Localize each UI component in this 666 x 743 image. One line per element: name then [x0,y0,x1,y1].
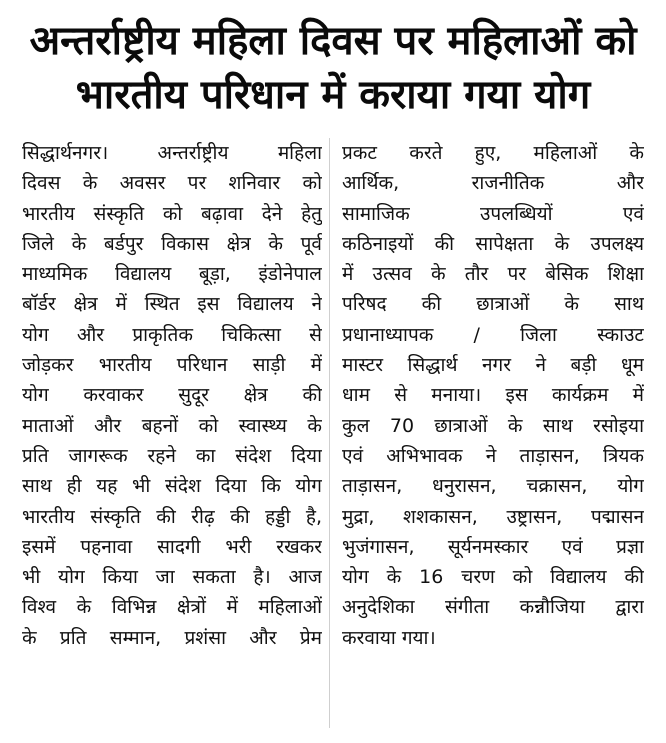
text-line: भी योग किया जा सकता है। आज [22,566,322,589]
text-line: परिषद की छात्राओं के साथ [342,293,644,316]
text-line: के प्रति सम्मान, प्रशंसा और प्रेम [22,626,322,649]
text-line: विश्व के विभिन्न क्षेत्रों में महिलाओं [22,596,322,619]
text-line: कठिनाइयों की सापेक्षता के उपलक्ष्य [342,232,644,255]
text-line: जिले के बर्डपुर विकास क्षेत्र के पूर्व [22,232,322,255]
text-line: में उत्सव के तौर पर बेसिक शिक्षा [342,263,644,286]
text-line: ताड़ासन, धनुरासन, चक्रासन, योग [342,475,644,498]
text-line: अनुदेशिका संगीता कन्नौजिया द्वारा [342,596,644,619]
article-body [0,138,666,738]
right-column [342,138,644,653]
text-line: दिवस के अवसर पर शनिवार को [22,172,322,195]
text-line: योग के 16 चरण को विद्यालय की [342,566,644,589]
headline-line-1: अन्तर्राष्ट्रीय महिला दिवस पर महिलाओं को [29,18,637,64]
text-line: सिद्धार्थनगर। अन्तर्राष्ट्रीय महिला [22,142,322,164]
text-line: भुजंगासन, सूर्यनमस्कार एवं प्रज्ञा [342,535,644,558]
left-column [22,138,322,653]
text-line: माध्यमिक विद्यालय बूड़ा, इंडोनेपाल [22,263,322,286]
text-line: एवं अभिभावक ने ताड़ासन, त्रियक [342,444,644,467]
text-line: बॉर्डर क्षेत्र में स्थित इस विद्यालय ने [22,293,322,316]
text-line: प्रकट करते हुए, महिलाओं के [342,142,644,164]
headline-line-2: भारतीय परिधान में कराया गया योग [75,72,591,118]
text-line: करवाया गया। [342,626,436,649]
text-line: जोड़कर भारतीय परिधान साड़ी में [22,354,322,377]
headline [0,14,666,122]
text-line: सामाजिक उपलब्धियों एवं [342,202,644,225]
text-line: माताओं और बहनों को स्वास्थ्य के [22,414,322,437]
text-line: प्रति जागरूक रहने का संदेश दिया [22,444,322,467]
text-line: मास्टर सिद्धार्थ नगर ने बड़ी धूम [342,354,644,377]
text-line: इसमें पहनावा सादगी भरी रखकर [22,535,322,558]
text-line: मुद्रा, शशकासन, उष्ट्रासन, पद्मासन [342,505,644,528]
text-line: योग करवाकर सुदूर क्षेत्र की [22,384,322,407]
text-line: कुल 70 छात्राओं के साथ रसोइया [342,414,644,437]
text-line: आर्थिक, राजनीतिक और [342,172,644,195]
text-line: साथ ही यह भी संदेश दिया कि योग [22,475,322,498]
text-line: योग और प्राकृतिक चिकित्सा से [22,323,322,346]
text-line: भारतीय संस्कृति को बढ़ावा देने हेतु [22,202,322,225]
text-line: प्रधानाध्यापक / जिला स्काउट [342,323,644,346]
text-line: धाम से मनाया। इस कार्यक्रम में [342,384,644,407]
text-line: भारतीय संस्कृति की रीढ़ की हड्डी है, [22,505,322,528]
